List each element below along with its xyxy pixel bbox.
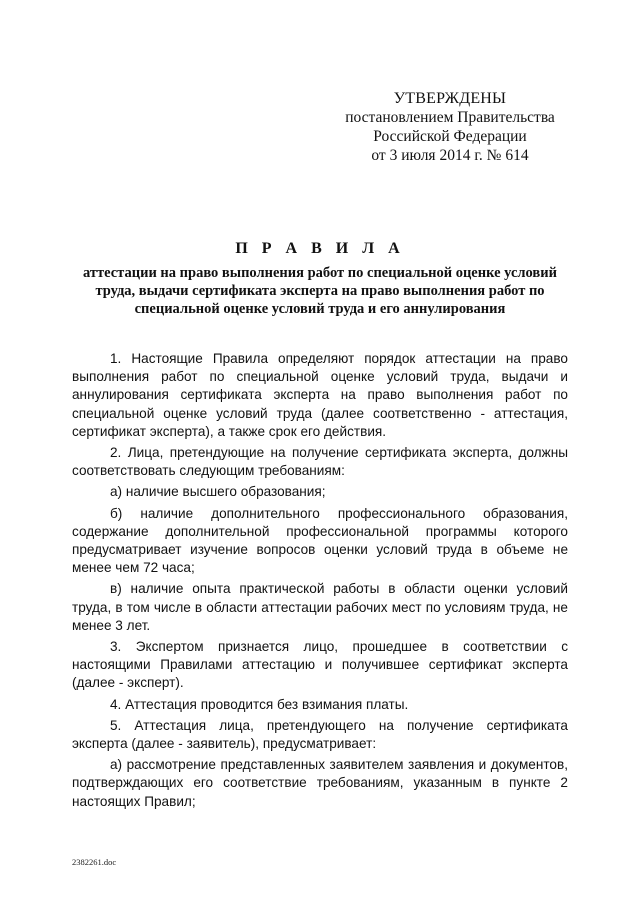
document-body bbox=[72, 350, 568, 814]
approval-stamp bbox=[320, 89, 580, 165]
document-subtitle: аттестации на право выполнения работ по специальной оценке условий труда, выдачи сертификата эксперта на право выполнения работ по специальной оценке условий труда и его аннулирования bbox=[83, 265, 557, 317]
paragraph-4: 4. Аттестация проводится без взимания платы. bbox=[110, 696, 409, 712]
paragraph-5a: а) рассмотрение представленных заявителем заявления и документов, подтверждающих его соответствие требованиям, указанным в пункте 2 настоящих Правил; bbox=[72, 757, 568, 809]
paragraph-2: 2. Лица, претендующие на получение сертификата эксперта, должны соответствовать следующим требованиям: bbox=[72, 445, 568, 479]
paragraph-5: 5. Аттестация лица, претендующего на получение сертификата эксперта (далее - заявитель), предусматривает: bbox=[72, 717, 568, 752]
approval-line-1: постановлением Правительства bbox=[345, 109, 555, 126]
approval-title: УТВЕРЖДЕНЫ bbox=[393, 90, 507, 107]
footer-filename: 2382261.doc bbox=[72, 857, 117, 867]
document-heading: П Р А В И Л А bbox=[235, 240, 405, 257]
paragraph-1: 1. Настоящие Правила определяют порядок аттестации на право выполнения работ по специальной оценке условий труда, выдачи и аннулирования сертификата эксперта на право выполнения работ по специальной оценке условий труда (далее соответственно - аттестация, сертификат эксперта), а также срок его действия. bbox=[72, 351, 568, 439]
approval-line-2: Российской Федерации bbox=[373, 128, 527, 145]
paragraph-2a: а) наличие высшего образования; bbox=[110, 484, 326, 500]
paragraph-3: 3. Экспертом признается лицо, прошедшее в соответствии с настоящими Правилами аттестацию и получившее сертификат эксперта (далее - эксперт). bbox=[72, 639, 568, 691]
document-title bbox=[70, 240, 570, 318]
paragraph-2b: б) наличие дополнительного профессионального образования, содержание дополнительной профессиональной программы которого предусматривает изучение вопросов оценки условий труда в объеме не менее чем 72 часа; bbox=[72, 505, 568, 576]
paragraph-2c: в) наличие опыта практической работы в области оценки условий труда, в том числе в области аттестации рабочих мест по условиям труда, не менее 3 лет. bbox=[72, 581, 568, 633]
approval-line-3: от 3 июля 2014 г. № 614 bbox=[371, 147, 529, 164]
